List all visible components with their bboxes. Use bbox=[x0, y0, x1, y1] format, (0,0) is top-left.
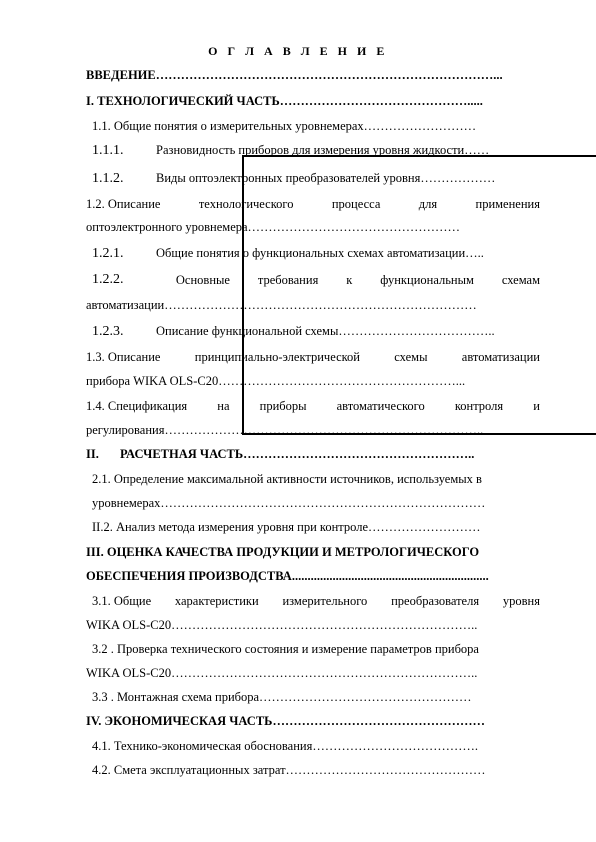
entry-text: Описание функциональной схемы……………………………….. bbox=[156, 324, 495, 338]
toc-entry-2-1-cont: уровнемерах…………………………………………………………………… bbox=[92, 496, 486, 510]
entry-number: 1.1.1. bbox=[92, 143, 124, 158]
word: измерительного bbox=[282, 594, 368, 608]
entry-text: Общие понятия о функциональных схемах автоматизации….. bbox=[156, 246, 484, 260]
entry-number: 1.2.1. bbox=[92, 246, 124, 261]
toc-entry-3-2-cont: WIKA OLS-C20……………………………………………………………….. bbox=[86, 666, 478, 680]
toc-entry-4-1: 4.1. Технико-экономическая обоснования…………………………………. bbox=[92, 739, 478, 753]
word: функциональным bbox=[380, 273, 474, 287]
word: применения bbox=[475, 197, 540, 211]
toc-entry-1-2-2-cont: автоматизации………………………………………………………………… bbox=[86, 298, 477, 312]
word: Основные bbox=[175, 273, 230, 287]
word: требования bbox=[257, 273, 319, 287]
entry-number: II. bbox=[86, 447, 99, 461]
toc-entry-1-4-cont: регулирования………………………………………………………………….. bbox=[86, 423, 484, 437]
entry-text: Виды оптоэлектронных преобразователей уровня……………… bbox=[156, 171, 496, 185]
word: и bbox=[533, 399, 540, 413]
word: схемы bbox=[394, 350, 428, 364]
word: приборы bbox=[259, 399, 307, 413]
word: технологического bbox=[198, 197, 294, 211]
toc-entry-1-3-cont: прибора WIKA OLS-C20…………………………………………………... bbox=[86, 374, 466, 388]
word: характеристики bbox=[174, 594, 259, 608]
entry-number: 1.2.2. bbox=[92, 272, 124, 287]
toc-title: О Г Л А В Л Е Н И Е bbox=[208, 44, 388, 58]
toc-entry-section-3-cont: ОБЕСПЕЧЕНИЯ ПРОИЗВОДСТВА............................................................... bbox=[86, 569, 489, 583]
toc-entry-1-2-cont: оптоэлектронного уровнемера…………………………………………… bbox=[86, 220, 461, 234]
word: 3.1. Общие bbox=[92, 594, 152, 608]
toc-entry-section-4: IV. ЭКОНОМИЧЕСКАЯ ЧАСТЬ…………………………………………… bbox=[86, 714, 485, 728]
toc-entry-introduction: ВВЕДЕНИЕ………………………………………………………………………... bbox=[86, 68, 503, 82]
word: контроля bbox=[454, 399, 504, 413]
overlay-rectangle-frame bbox=[242, 155, 596, 435]
toc-entry-section-2 bbox=[86, 445, 540, 463]
word: автоматического bbox=[336, 399, 425, 413]
toc-entry-3-1-cont: WIKA OLS-C20……………………………………………………………….. bbox=[86, 618, 478, 632]
entry-number: 1.2.3. bbox=[92, 324, 124, 339]
word: преобразователя bbox=[391, 594, 480, 608]
entry-text: Разновидность приборов для измерения уровня жидкости…… bbox=[156, 143, 490, 157]
word: процесса bbox=[331, 197, 381, 211]
word: автоматизации bbox=[461, 350, 540, 364]
word: 1.3. Описание bbox=[86, 350, 161, 364]
word: 1.2. Описание bbox=[86, 197, 161, 211]
toc-entry-3-2: 3.2 . Проверка технического состояния и измерение параметров прибора bbox=[92, 642, 479, 656]
word: уровня bbox=[502, 594, 540, 608]
word: к bbox=[346, 273, 353, 287]
toc-entry-section-1: I. ТЕХНОЛОГИЧЕСКИЙ ЧАСТЬ………………………………………..... bbox=[86, 94, 483, 108]
toc-entry-3-1 bbox=[92, 592, 540, 610]
entry-text: РАСЧЕТНАЯ ЧАСТЬ……………………………………………….. bbox=[120, 447, 475, 461]
toc-entry-2-1: 2.1. Определение максимальной активности источников, используемых в bbox=[92, 472, 482, 486]
word: принципиально-электрической bbox=[194, 350, 360, 364]
toc-entry-4-2: 4.2. Смета эксплуатационных затрат………………………………………… bbox=[92, 763, 486, 777]
toc-entry-section-3: III. ОЦЕНКА КАЧЕСТВА ПРОДУКЦИИ И МЕТРОЛОГИЧЕСКОГО bbox=[86, 545, 480, 559]
word: схемам bbox=[501, 273, 540, 287]
entry-number: 1.1.2. bbox=[92, 171, 124, 186]
toc-entry-3-3: 3.3 . Монтажная схема прибора…………………………………………… bbox=[92, 690, 472, 704]
word: для bbox=[418, 197, 438, 211]
word: 1.4. Спецификация bbox=[86, 399, 188, 413]
toc-entry-2-2: II.2. Анализ метода измерения уровня при контроле……………………… bbox=[92, 520, 481, 534]
toc-entry-1-1: 1.1. Общие понятия о измерительных уровнемерах……………………… bbox=[92, 119, 477, 133]
word: на bbox=[217, 399, 230, 413]
